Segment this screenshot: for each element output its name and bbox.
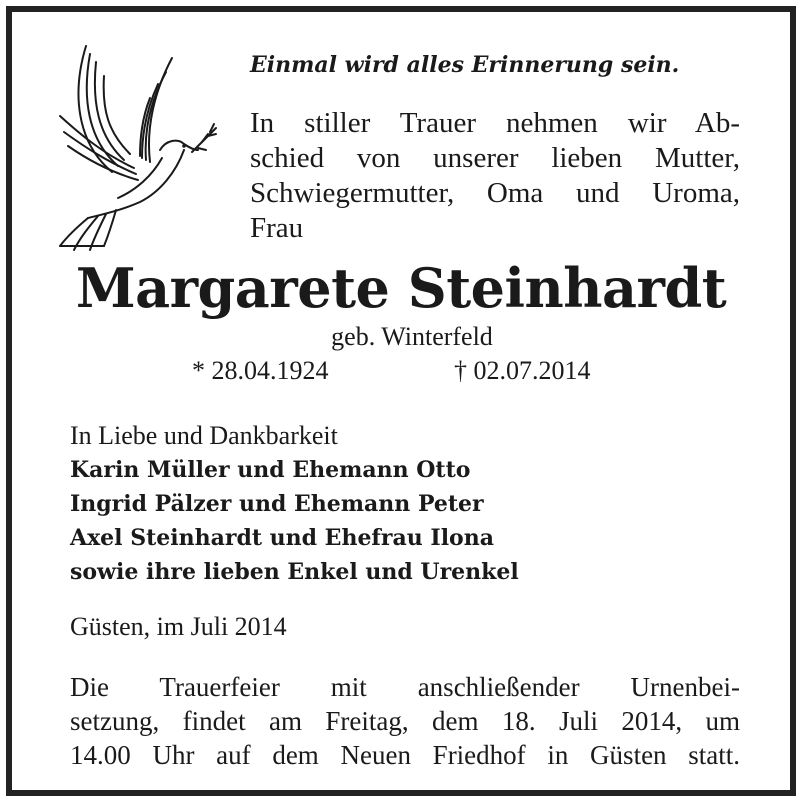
ceremony-text: [70, 670, 740, 772]
mourner-name: Axel Steinhardt und Ehefrau Ilona: [70, 525, 494, 551]
mourners-block: [70, 419, 519, 589]
mourners-lead: In Liebe und Dankbarkeit: [70, 421, 338, 450]
place-date: Güsten, im Juli 2014: [70, 612, 287, 641]
mourner-name: sowie ihre lieben Enkel und Urenkel: [70, 559, 519, 585]
deceased-name: Margarete Steinhardt: [75, 256, 727, 320]
intro-line: schied von unserer lieben Mutter,: [250, 142, 740, 174]
ceremony-line: 14.00 Uhr auf dem Neuen Friedhof in Güsten statt.: [70, 740, 740, 770]
dove-icon: [42, 32, 227, 257]
mourner-name: Karin Müller und Ehemann Otto: [70, 457, 471, 483]
intro-line: Schwiegermutter, Oma und Uroma,: [250, 177, 740, 209]
obituary-notice: [6, 6, 796, 796]
death-date: † 02.07.2014: [454, 356, 591, 385]
intro-line: In stiller Trauer nehmen wir Ab-: [250, 107, 740, 139]
maiden-name: geb. Winterfeld: [331, 322, 493, 351]
motto: Einmal wird alles Erinnerung sein.: [250, 52, 680, 78]
ceremony-line: Die Trauerfeier mit anschließender Urnenbei-: [70, 672, 740, 702]
ceremony-line: setzung, findet am Freitag, dem 18. Juli 2014, um: [70, 706, 740, 736]
birth-date: * 28.04.1924: [192, 356, 329, 385]
intro-text: [250, 106, 740, 246]
intro-line: Frau: [250, 212, 304, 244]
mourner-name: Ingrid Pälzer und Ehemann Peter: [70, 491, 484, 517]
